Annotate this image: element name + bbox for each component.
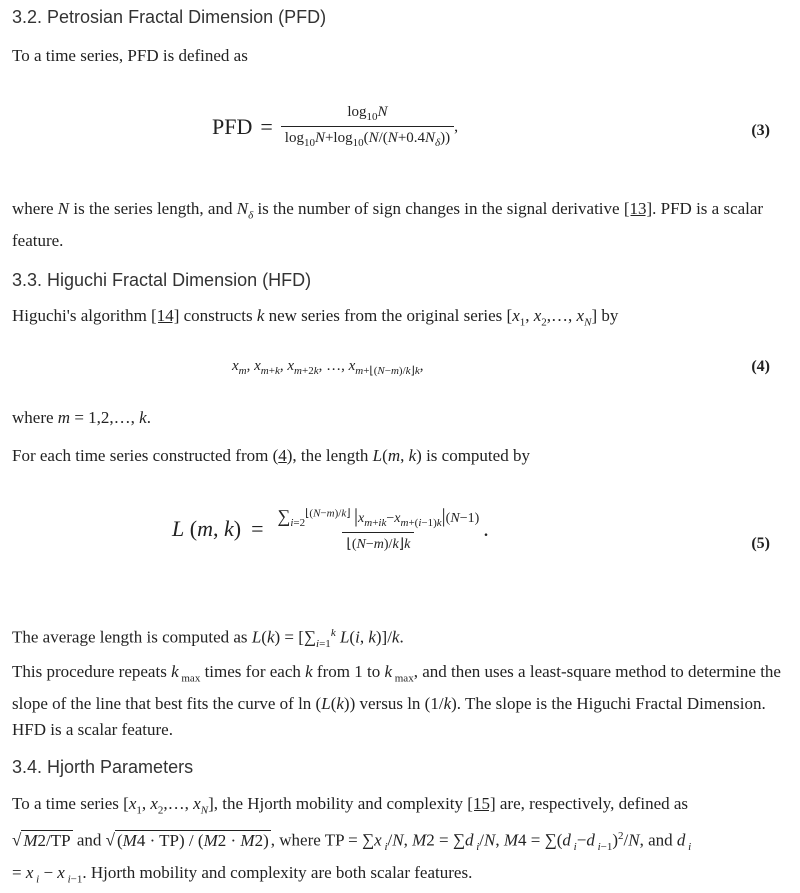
- section-heading-3-2: 3.2. Petrosian Fractal Dimension (PFD): [12, 7, 327, 27]
- hfd-intro: Higuchi's algorithm [14] constructs k new series from the original series [$x_1$, $x_2,\dots$, $x_N$] by: [12, 306, 619, 329]
- hjorth-paragraph: To a time series [$x_1$, $x_2,\dots$, $x_N$], the Hjorth mobility and complexity [15] are, respectively, defined as √ M2/TP and √ (M4 · TP) / (M2 · M2) , where TP = ∑x $_i$/N, M2 = ∑d $_i$/N, M4 = ∑(d $_i$−d $_{i-1}$)$^2$/N, and d $_i$ = x $_i$ − x $_{i-1}$. Hjorth mobility and complexity are both scalar features.: [12, 794, 692, 886]
- equation-3-number: (3): [751, 122, 770, 139]
- eq3-lhs: PFD: [212, 113, 253, 139]
- section-heading-3-3: 3.3. Higuchi Fractal Dimension (HFD): [12, 270, 312, 290]
- equation-4-number: (4): [751, 358, 770, 375]
- section-heading-3-4: 3.4. Hjorth Parameters: [12, 757, 194, 777]
- hfd-length-intro: For each time series constructed from (4), the length L(m, k) is computed by: [12, 446, 530, 465]
- pfd-intro: To a time series, PFD is defined as: [12, 46, 248, 65]
- equation-4: $x_m$, $x_{m+k}$, $x_{m+2k}$, …, $x_{m+⌊(N-m)/k⌋k}$,: [232, 358, 424, 377]
- pfd-where: where N is the series length, and $N_\delta$ is the number of sign changes in the signal derivative [13]. PFD is a scalar feature.: [12, 199, 764, 251]
- citation-13[interactable]: [13]: [623, 199, 653, 218]
- equation-5: L ( m , k ) = $\frac{\sum_{i=2}^{⌊(N-m)/k⌋} |x_{m+ik}-x_{m+(i-1)k}|(N-1)}{⌊(N-m)/k⌋k}$ .: [172, 505, 489, 552]
- equation-5-number: (5): [751, 535, 770, 552]
- equation-3: PFD = $\frac{\log_{10}N}{\log_{10}N+\log_{10}(N/(N+0.4N_\delta))}$ ,: [212, 104, 459, 149]
- hfd-where-m: where m = 1,2,…, k.: [12, 408, 151, 427]
- citation-15[interactable]: [15]: [467, 794, 496, 813]
- hfd-average-length: The average length is computed as $L(k) = [\sum_{i=1}^k$ L(i, k)]/k.: [12, 627, 404, 651]
- hfd-procedure: This procedure repeats k $_{max}$ times for each k from 1 to k $_{max}$, and then uses a least-square method to determine the slope of the line that best fits the curve of ln (L(k)) versus ln (1/k). The slope is the Higuchi Fractal Dimension. HFD is a scalar feature.: [12, 662, 781, 740]
- equation-ref-4[interactable]: 4: [278, 446, 287, 465]
- citation-14[interactable]: [14]: [151, 306, 180, 325]
